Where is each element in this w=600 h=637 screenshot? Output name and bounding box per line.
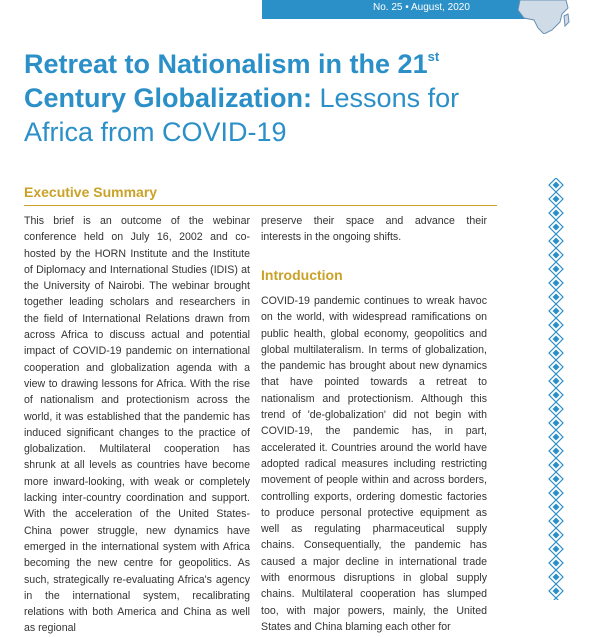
section-divider <box>24 205 497 206</box>
title-part-1: Retreat to Nationalism in the 21 <box>24 49 428 79</box>
executive-summary-continuation: preserve their space and advance their interests in the ongoing shifts. <box>261 215 487 244</box>
africa-map-icon <box>516 0 576 34</box>
executive-summary-body: This brief is an outcome of the webinar conference held on July 16, 2002 and co-hosted by the HORN Institute and the Institute of Diplomacy and International Studies (IDIS) at the University of Nairobi. The webinar brought together leading scholars and researchers in the field of International Relations drawn from across Africa to discuss actual and potential impact of COVID-19 pandemic on international cooperation and globalization agenda with a view to drawing lessons for Africa. With the rise of nationalism and protectionism across the world, it was established that the pandemic has induced significant changes to the practice of globalization. Multilateral cooperation has shrunk at all levels as countries have become more inward-looking, with weak or completely lacking inter-country coordination and support. With the acceleration of the United States-China power struggle, new dynamics have emerged in the international system with Africa becoming the new centre for geopolitics. As such, strategically re-evaluating Africa's agency in the international system, recalibrating relations with both America and China as well as regional <box>24 215 250 635</box>
document-title <box>24 40 544 149</box>
issue-line: No. 25 • August, 2020 <box>373 2 470 13</box>
title-part-3: Lessons for <box>312 83 460 113</box>
title-part-2: Century Globalization: <box>24 83 313 113</box>
introduction-heading: Introduction <box>261 267 343 283</box>
introduction-body: COVID-19 pandemic continues to wreak havoc on the world, with widespread ramifications on public health, global economy, geopolitics and global multilateralism. In terms of globalization, the pandemic has brought about new dynamics that have pointed towards a retreat to nationalism and protectionism. Although this trend of 'de-globalization' did not begin with COVID-19, the pandemic has, in part, accelerated it. Countries around the world have adopted radical measures including restricting movement of people within and across borders, controlling exports, ordering domestic factories to produce personal protective equipment as well as regulating pharmaceutical supply chains. Consequentially, the pandemic has caused a major decline in international trade with enormous disruptions in global supply chains. Multilateral cooperation has slumped too, with major powers, mainly, the United States and China blaming each other for <box>261 295 487 633</box>
executive-summary-heading: Executive Summary <box>24 184 158 200</box>
title-part-4: Africa from COVID-19 <box>24 117 287 147</box>
decorative-pattern-border <box>548 178 564 600</box>
title-superscript: st <box>427 49 440 64</box>
